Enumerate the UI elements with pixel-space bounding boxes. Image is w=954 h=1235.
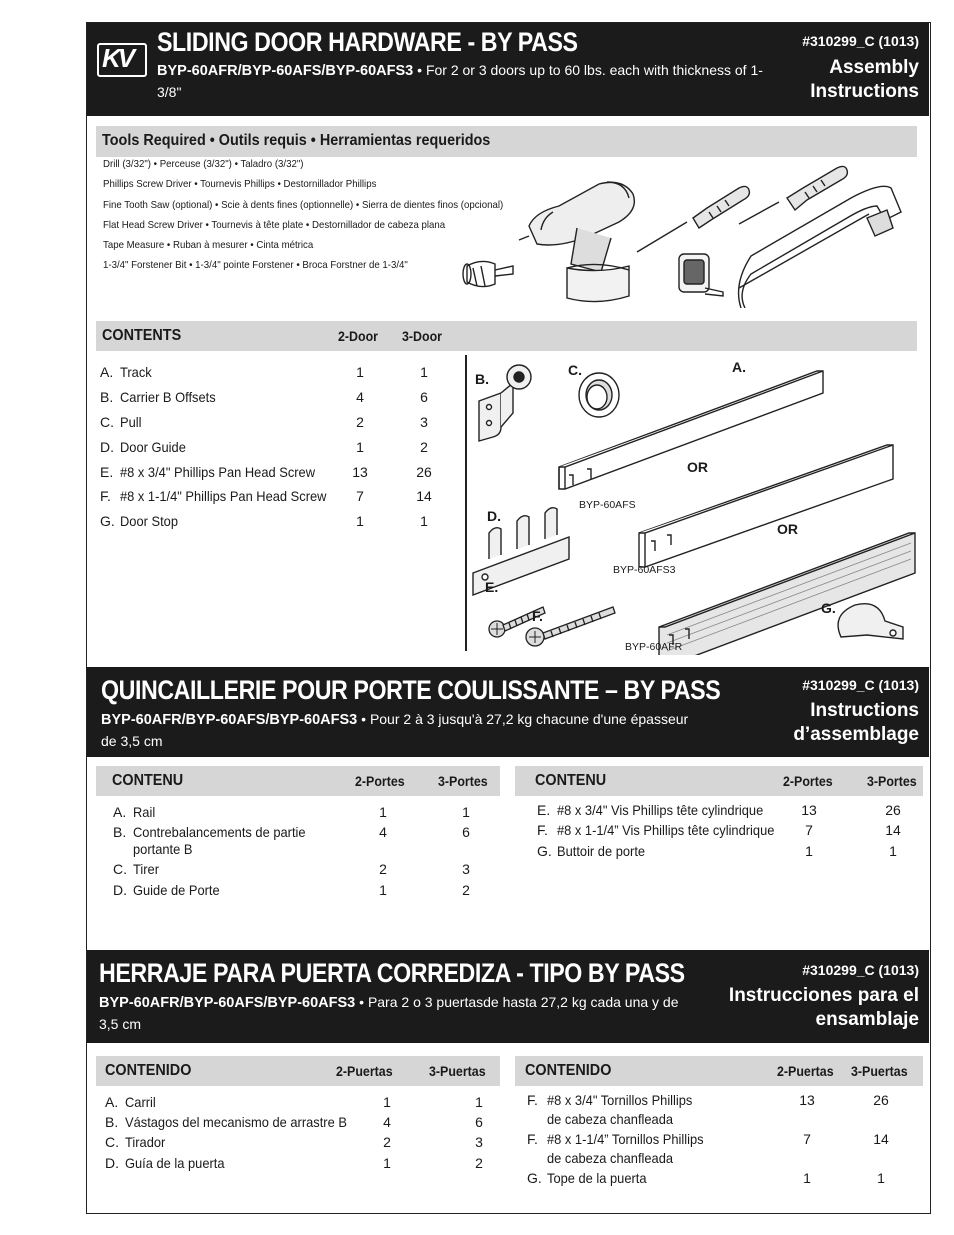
spanish-right-col2: 2-Puertas [777, 1064, 834, 1079]
french-bullet: • [361, 711, 367, 727]
tool-item: Flat Head Screw Driver • Tournevis à tête plate • Destornillador de cabeza plana [103, 218, 446, 231]
row-2: 1 [805, 843, 813, 859]
contents-divider [465, 355, 467, 651]
french-models: BYP-60AFR/BYP-60AFS/BYP-60AFS3 [101, 712, 358, 728]
row-2door: 2 [356, 414, 364, 430]
spanish-bullet: • [359, 994, 365, 1010]
row-name: #8 x 3/4" Phillips Pan Head Screw [120, 464, 316, 480]
part-label-f: F. [532, 608, 543, 624]
or-label-2: OR [777, 521, 798, 537]
english-bullet: • [417, 62, 423, 78]
part-label-c: C. [568, 362, 582, 378]
row-key: B. [100, 389, 114, 405]
english-models: BYP-60AFR/BYP-60AFS/BYP-60AFS3 [157, 63, 414, 79]
row-name: Tirer [133, 861, 160, 877]
tools-heading-bar [96, 126, 917, 157]
row-2: 4 [379, 824, 387, 840]
row-key: G. [537, 843, 552, 859]
spanish-left-col2: 2-Puertas [336, 1064, 393, 1079]
spanish-title: HERRAJE PARA PUERTA CORREDIZA - TIPO BY PASS [99, 958, 685, 988]
french-doc-title: Instructions d’assemblage [793, 700, 919, 745]
french-left-heading: CONTENU [112, 772, 184, 789]
row-2door: 1 [356, 439, 364, 455]
row-name: Tope de la puerta [547, 1170, 647, 1186]
tape-measure-illustration [679, 254, 723, 296]
french-description: Pour 2 à 3 jusqu'à 27,2 kg chacune d'une épasseur de 3,5 cm [101, 711, 689, 749]
model-label-afr: BYP-60AFR [625, 641, 683, 653]
row-3door: 1 [420, 513, 428, 529]
english-subtitle [157, 60, 777, 103]
row-2: 2 [383, 1134, 391, 1150]
row-key: B. [105, 1114, 119, 1130]
row-2door: 1 [356, 513, 364, 529]
row-2: 1 [379, 882, 387, 898]
row-3: 6 [475, 1114, 483, 1130]
phillips-screwdriver-illustration [739, 166, 847, 224]
row-name: Buttoir de porte [557, 843, 646, 859]
row-key: C. [113, 861, 127, 877]
row-name: Door Stop [120, 513, 179, 529]
french-left-col3: 3-Portes [438, 774, 488, 789]
row-key: C. [105, 1134, 119, 1150]
row-name: Guía de la puerta [125, 1155, 225, 1171]
contents-heading: CONTENTS [102, 327, 182, 344]
row-3: 14 [873, 1131, 889, 1147]
english-description: For 2 or 3 doors up to 60 lbs. each with thickness of 1-3/8" [157, 62, 763, 100]
row-2: 4 [383, 1114, 391, 1130]
pull-illustration [579, 373, 619, 417]
row-name: Carrier B Offsets [120, 389, 216, 405]
row-name: Carril [125, 1094, 156, 1110]
row-3door: 3 [420, 414, 428, 430]
row-2: 1 [379, 804, 387, 820]
row-name-continued: portante B [133, 841, 193, 857]
row-2: 13 [801, 802, 817, 818]
row-name: Guide de Porte [133, 882, 220, 898]
french-right-col3: 3-Portes [867, 774, 917, 789]
french-right-heading-bar [515, 766, 923, 796]
spanish-subtitle [99, 992, 699, 1035]
row-key: A. [113, 804, 127, 820]
spanish-right-heading: CONTENIDO [525, 1062, 612, 1079]
row-name: #8 x 3/4" Vis Phillips tête cylindrique [557, 802, 764, 818]
tool-item: Drill (3/32") • Perceuse (3/32") • Taladro (3/32") [103, 158, 304, 170]
row-2door: 7 [356, 488, 364, 504]
saw-illustration [739, 186, 901, 308]
french-left-col2: 2-Portes [355, 774, 405, 789]
part-label-g: G. [821, 600, 836, 616]
row-key: E. [100, 464, 114, 480]
row-3: 1 [889, 843, 897, 859]
track-afs3-illustration [639, 445, 893, 567]
row-3door: 1 [420, 364, 428, 380]
contents-heading-bar [96, 321, 917, 351]
spanish-header [87, 950, 929, 1043]
row-2: 1 [383, 1155, 391, 1171]
row-2: 2 [379, 861, 387, 877]
row-key: A. [105, 1094, 119, 1110]
tool-item: Phillips Screw Driver • Tournevis Phillips • Destornillador Phillips [103, 178, 377, 191]
flat-screwdriver-illustration [637, 186, 749, 252]
forstner-bit-illustration [463, 261, 513, 286]
french-doc-number: #310299_C (1013) [802, 677, 919, 693]
row-3door: 6 [420, 389, 428, 405]
row-key: F. [527, 1131, 538, 1147]
row-key: G. [100, 513, 115, 529]
row-2door: 4 [356, 389, 364, 405]
spanish-models: BYP-60AFR/BYP-60AFS/BYP-60AFS3 [99, 995, 356, 1011]
row-2door: 13 [352, 464, 368, 480]
row-name: #8 x 1-1/4” Vis Phillips tête cylindrique [557, 822, 775, 838]
spanish-doc-number: #310299_C (1013) [802, 962, 919, 978]
spanish-doc-title: Instrucciones para el ensamblaje [728, 985, 919, 1030]
contents-col-3door: 3-Door [402, 329, 443, 344]
row-3: 1 [462, 804, 470, 820]
row-2: 1 [803, 1170, 811, 1186]
row-name: Pull [120, 414, 142, 430]
row-name-continued: de cabeza chanfleada [547, 1150, 674, 1166]
english-doc-title: Assembly Instructions [810, 57, 919, 102]
row-name: #8 x 1-1/4” Tornillos Phillips [547, 1131, 704, 1147]
french-subtitle [101, 709, 701, 752]
row-name: Rail [133, 804, 156, 820]
row-3: 14 [885, 822, 901, 838]
row-name: #8 x 3/4" Tornillos Phillips [547, 1092, 693, 1108]
spanish-right-heading-bar [515, 1056, 923, 1086]
row-3: 2 [462, 882, 470, 898]
row-3: 1 [877, 1170, 885, 1186]
contents-col-2door: 2-Door [338, 329, 379, 344]
french-left-heading-bar [96, 766, 500, 796]
row-3door: 14 [416, 488, 432, 504]
row-3: 2 [475, 1155, 483, 1171]
row-key: F. [537, 822, 548, 838]
instruction-sheet [86, 22, 931, 1214]
part-label-e: E. [485, 579, 499, 595]
row-2: 7 [805, 822, 813, 838]
part-label-d: D. [487, 508, 501, 524]
spanish-left-col3: 3-Puertas [429, 1064, 486, 1079]
row-name: Track [120, 364, 152, 380]
drill-illustration [519, 182, 634, 302]
french-right-heading: CONTENU [535, 772, 607, 789]
row-3: 1 [475, 1094, 483, 1110]
spanish-right-col3: 3-Puertas [851, 1064, 908, 1079]
tool-item: 1-3/4" Forstener Bit • 1-3/4" pointe Forstener • Broca Forstner de 1-3/4" [103, 259, 408, 272]
spanish-left-heading: CONTENIDO [105, 1062, 192, 1079]
row-key: C. [100, 414, 114, 430]
kv-logo-text: KV [102, 43, 133, 73]
row-key: G. [527, 1170, 542, 1186]
row-name: Vástagos del mecanismo de arrastre B [125, 1114, 347, 1130]
row-3: 26 [873, 1092, 889, 1108]
row-name: Contrebalancements de partie [133, 824, 306, 840]
kv-logo [97, 43, 147, 77]
row-3: 26 [885, 802, 901, 818]
spanish-description: Para 2 o 3 puertasde hasta 27,2 kg cada una y de 3,5 cm [99, 994, 679, 1032]
row-key: F. [100, 488, 111, 504]
row-key: A. [100, 364, 114, 380]
french-right-col2: 2-Portes [783, 774, 833, 789]
english-doc-number: #310299_C (1013) [802, 33, 919, 49]
row-2: 7 [803, 1131, 811, 1147]
row-2: 13 [799, 1092, 815, 1108]
row-2door: 1 [356, 364, 364, 380]
english-title: SLIDING DOOR HARDWARE - BY PASS [157, 27, 578, 57]
row-key: E. [537, 802, 551, 818]
row-name: Door Guide [120, 439, 186, 455]
row-key: D. [105, 1155, 119, 1171]
row-name: #8 x 1-1/4" Phillips Pan Head Screw [120, 488, 327, 504]
row-name: Tirador [125, 1134, 166, 1150]
row-3: 3 [475, 1134, 483, 1150]
row-key: B. [113, 824, 127, 840]
row-2: 1 [383, 1094, 391, 1110]
row-3: 6 [462, 824, 470, 840]
french-title: QUINCAILLERIE POUR PORTE COULISSANTE – BY PASS [101, 675, 721, 705]
or-label-1: OR [687, 459, 708, 475]
spanish-left-heading-bar [96, 1056, 500, 1086]
row-key: D. [113, 882, 127, 898]
part-label-b: B. [475, 371, 489, 387]
part-label-a: A. [732, 359, 746, 375]
tool-item: Fine Tooth Saw (optional) • Scie à dents fines (optionnelle) • Sierra de dientes finos (opcional) [103, 198, 504, 211]
tool-item: Tape Measure • Ruban à mesurer • Cinta métrica [103, 239, 314, 252]
row-key: F. [527, 1092, 538, 1108]
row-key: D. [100, 439, 114, 455]
door-stop-illustration [838, 604, 903, 639]
french-header [87, 667, 929, 757]
row-3door: 26 [416, 464, 432, 480]
tools-illustration [457, 158, 917, 308]
tools-heading: Tools Required • Outils requis • Herramientas requeridos [102, 132, 491, 149]
model-label-afs: BYP-60AFS [579, 499, 636, 511]
model-label-afs3: BYP-60AFS3 [613, 564, 676, 576]
row-name-continued: de cabeza chanfleada [547, 1111, 674, 1127]
row-3: 3 [462, 861, 470, 877]
english-header [87, 23, 929, 116]
row-3door: 2 [420, 439, 428, 455]
